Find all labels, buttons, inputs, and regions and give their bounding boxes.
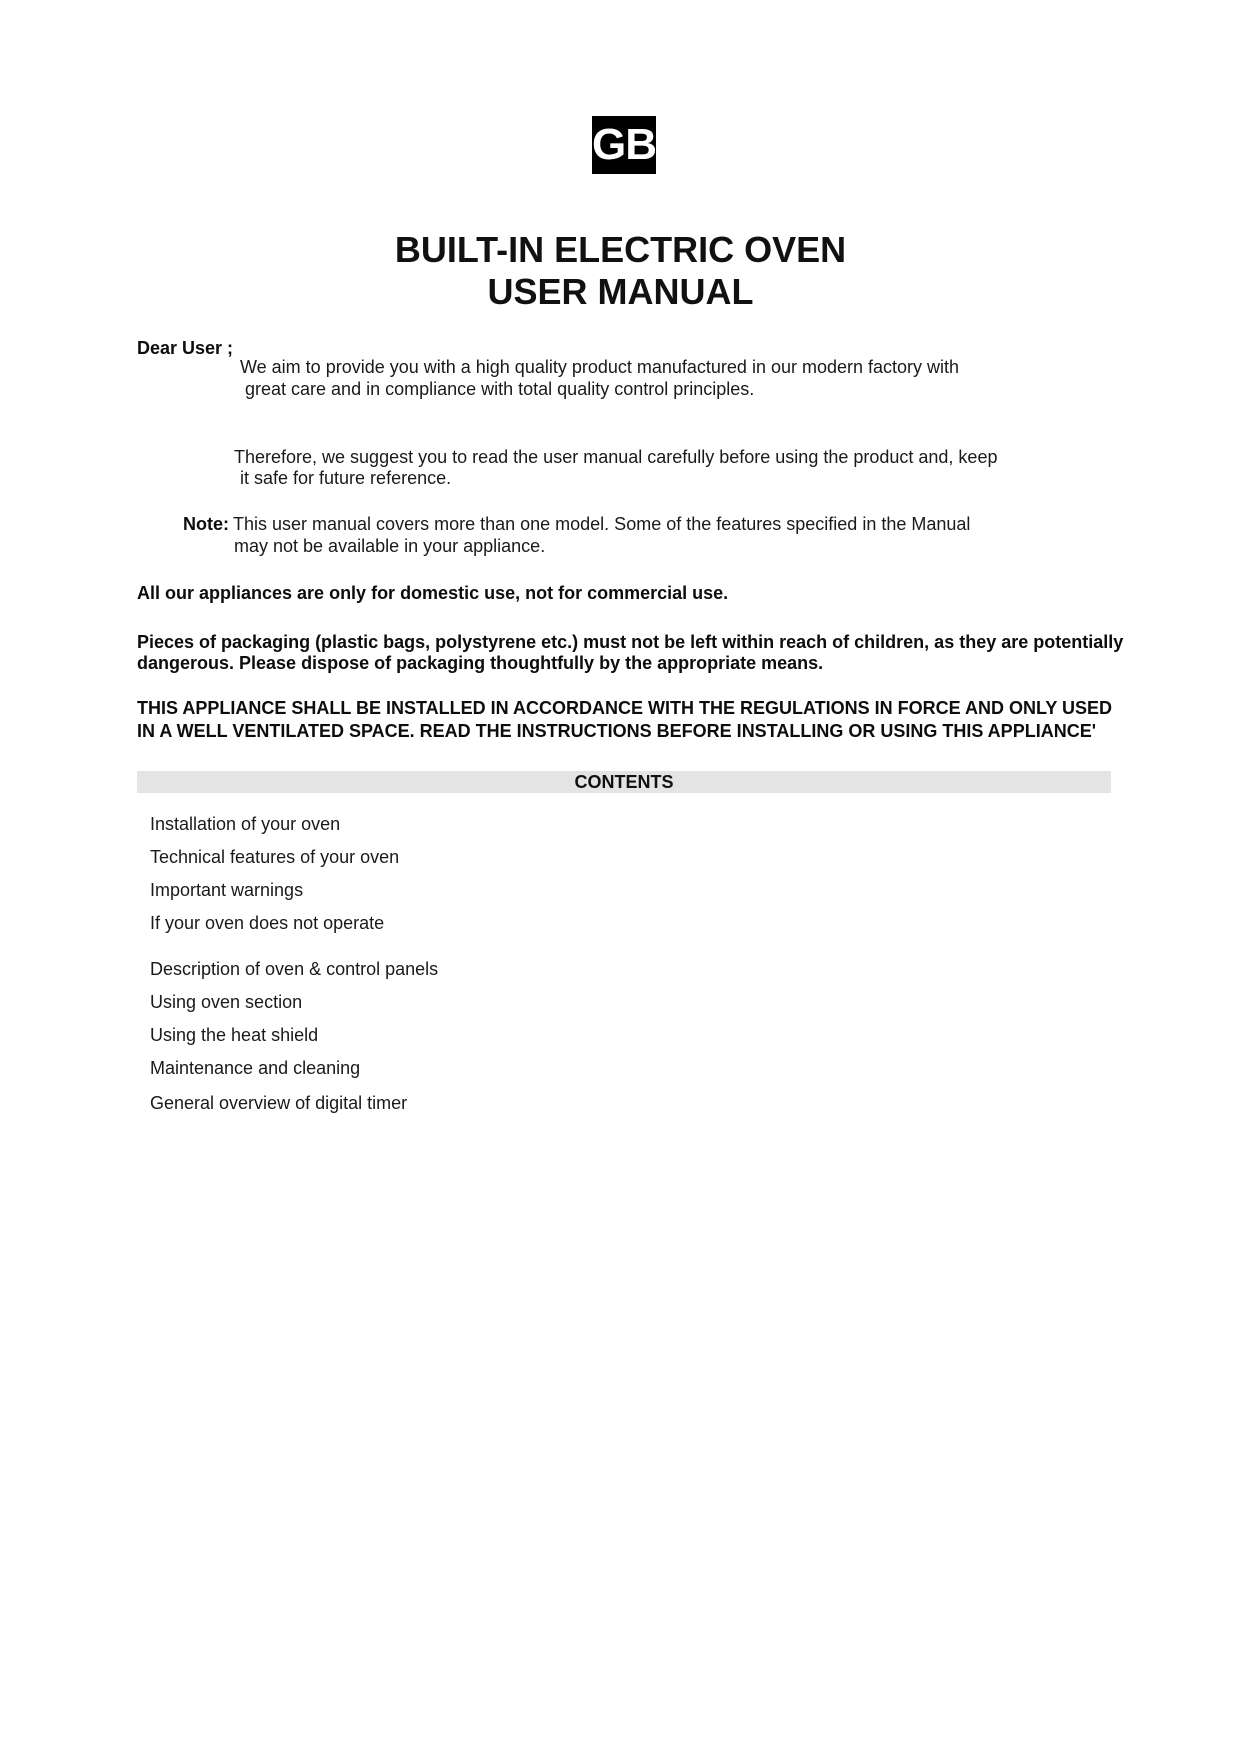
note-label: Note: [183, 514, 229, 534]
installation-warning-line-1: THIS APPLIANCE SHALL BE INSTALLED IN ACCORDANCE WITH THE REGULATIONS IN FORCE AND ONLY USED [137, 698, 1113, 718]
toc-item: Installation of your oven [150, 814, 341, 834]
intro-paragraph-1-line-1: We aim to provide you with a high quality product manufactured in our modern factory with [240, 357, 960, 377]
contents-heading: CONTENTS [137, 771, 1111, 793]
toc-item: Using the heat shield [150, 1025, 319, 1045]
intro-paragraph-2-line-2: it safe for future reference. [240, 468, 452, 488]
toc-item: General overview of digital timer [150, 1093, 408, 1113]
toc-item: Technical features of your oven [150, 847, 400, 867]
note-line-1: This user manual covers more than one model. Some of the features specified in the Manual [233, 514, 971, 534]
domestic-use-notice: All our appliances are only for domestic use, not for commercial use. [137, 583, 729, 603]
greeting: Dear User ; [137, 338, 234, 358]
intro-paragraph-1-line-2: great care and in compliance with total quality control principles. [245, 379, 755, 399]
installation-warning-line-2: IN A WELL VENTILATED SPACE. READ THE INSTRUCTIONS BEFORE INSTALLING OR USING THIS APPLIANCE' [137, 721, 1096, 741]
packaging-warning-line-2: dangerous. Please dispose of packaging thoughtfully by the appropriate means. [137, 653, 824, 673]
packaging-warning-line-1: Pieces of packaging (plastic bags, polystyrene etc.) must not be left within reach of children, as they are potentially [137, 632, 1124, 652]
toc-item: Important warnings [150, 880, 304, 900]
toc-item: Description of oven & control panels [150, 959, 439, 979]
title-line-2: USER MANUAL [487, 271, 754, 312]
note-line-2: may not be available in your appliance. [234, 536, 546, 556]
toc-item: Using oven section [150, 992, 303, 1012]
title-line-1: BUILT-IN ELECTRIC OVEN [394, 229, 847, 270]
toc-item: If your oven does not operate [150, 913, 385, 933]
intro-paragraph-2-line-1: Therefore, we suggest you to read the user manual carefully before using the product and, keep [234, 447, 998, 467]
language-badge-gb: GB [592, 116, 656, 174]
toc-item: Maintenance and cleaning [150, 1058, 361, 1078]
